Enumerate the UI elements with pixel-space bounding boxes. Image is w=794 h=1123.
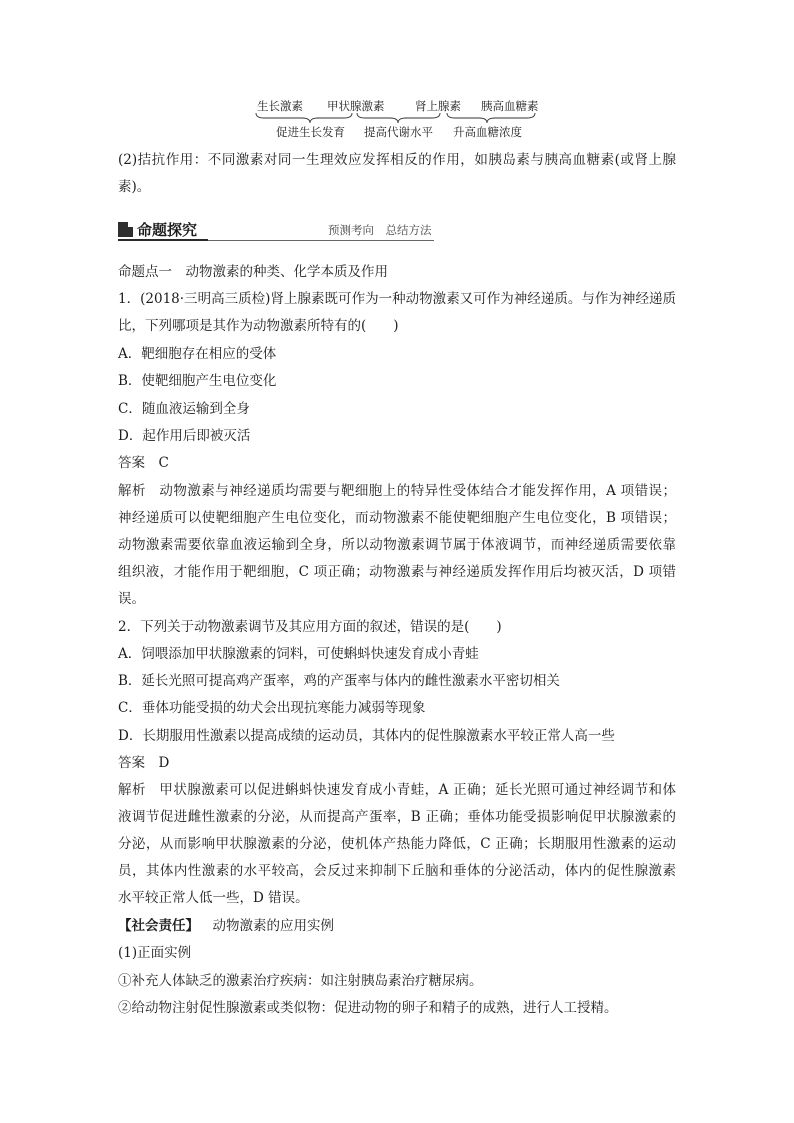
- section-subtitle: 预测考向 总结方法: [328, 223, 432, 237]
- answer: [118, 453, 169, 473]
- answer: [118, 753, 169, 773]
- brace: [447, 113, 535, 123]
- effect-label: 提高代谢水平: [364, 125, 433, 139]
- effect-label: 升高血糖浓度: [453, 125, 522, 139]
- social-line: ②给动物注射促性腺激素或类似物：促进动物的卵子和精子的成熟，进行人工授精。: [118, 1000, 618, 1016]
- answer-value: D: [158, 755, 170, 771]
- topic-label: 命题点一: [118, 264, 172, 280]
- analysis-line: 员，其体内性激素的水平较高，会反过来抑制下丘脑和垂体的分泌活动，体内的促性腺激素: [118, 863, 676, 879]
- analysis-line: [118, 481, 676, 501]
- analysis-line: 液调节促进雌性激素的分泌，从而提高产蛋率，B 正确；垂体功能受损影响促甲状腺激素的: [118, 809, 676, 825]
- option-b: B．使靶细胞产生电位变化: [118, 373, 277, 389]
- section-divider-accent: [118, 239, 208, 241]
- brace-group: [250, 112, 550, 125]
- option-d: D．长期服用性激素以提高成绩的运动员，其体内的促性腺激素水平较正常人高一些: [118, 728, 615, 744]
- social-label: 【社会责任】: [118, 918, 199, 934]
- social-line: ①补充人体缺乏的激素治疗疾病：如注射胰岛素治疗糖尿病。: [118, 973, 483, 989]
- social-heading: [118, 916, 334, 936]
- option-d: D．起作用后即被灭活: [118, 428, 251, 444]
- analysis-line: 分泌，从而影响甲状腺激素的分泌，使机体产热能力降低，C 正确；长期服用性激素的运动: [118, 836, 676, 852]
- answer-label: 答案: [118, 455, 145, 471]
- analysis-line: [118, 780, 676, 800]
- brace: [256, 113, 352, 123]
- paragraph-line: (2)拮抗作用：不同激素对同一生理效应发挥相反的作用，如胰岛素与胰高血糖素(或肾上腺: [118, 152, 676, 168]
- analysis-line: 神经递质可以使靶细胞产生电位变化，而动物激素不能使靶细胞产生电位变化，B 项错误；: [118, 510, 676, 526]
- option-c: C．垂体功能受损的幼犬会出现抗寒能力减弱等现象: [118, 700, 426, 716]
- social-title: 动物激素的应用实例: [212, 918, 334, 934]
- answer-label: 答案: [118, 755, 145, 771]
- social-line: (1)正面实例: [118, 945, 192, 961]
- option-c: C．随血液运输到全身: [118, 401, 250, 417]
- option-b: B．延长光照可提高鸡产蛋率，鸡的产蛋率与体内的雌性激素水平密切相关: [118, 673, 560, 689]
- option-a: A．饲喂添加甲状腺激素的饲料，可使蝌蚪快速发育成小青蛙: [118, 646, 479, 662]
- hormone-label: 生长激素: [257, 99, 303, 113]
- question-stem: 2．下列关于动物激素调节及其应用方面的叙述，错误的是( ): [118, 619, 502, 635]
- analysis-line: 水平较正常人低一些，D 错误。: [118, 890, 309, 906]
- paragraph-line: 素)。: [118, 179, 151, 195]
- hormone-label: 肾上腺素: [415, 99, 461, 113]
- analysis-line: 动物激素需要依靠血液运输到全身，所以动物激素调节属于体液调节，而神经递质需要依靠: [118, 537, 676, 553]
- analysis-text: 动物激素与神经递质均需要与靶细胞上的特异性受体结合才能发挥作用，A 项错误；: [159, 483, 676, 499]
- effect-label: 促进生长发育: [276, 125, 345, 139]
- question-stem: 比，下列哪项是其作为动物激素所特有的( ): [118, 318, 399, 334]
- analysis-line: 组织液，才能作用于靶细胞，C 项正确；动物激素与神经递质发挥作用后均被灭活，D 项错: [118, 564, 676, 580]
- question-stem: 1．(2018·三明高三质检)肾上腺素既可作为一种动物激素又可作为神经递质。与作为神经递质: [118, 291, 676, 307]
- topic-title: 动物激素的种类、化学本质及作用: [185, 264, 388, 280]
- analysis-line: 误。: [118, 591, 145, 607]
- answer-value: C: [158, 455, 169, 471]
- analysis-text: 甲状腺激素可以促进蝌蚪快速发育成小青蛙，A 正确；延长光照可通过神经调节和体: [159, 782, 676, 798]
- topic-heading: [118, 262, 388, 282]
- hormone-label: 胰高血糖素: [481, 99, 539, 113]
- section-title: 命题探究: [137, 221, 198, 239]
- option-a: A．靶细胞存在相应的受体: [118, 346, 277, 362]
- analysis-label: 解析: [118, 782, 146, 798]
- analysis-label: 解析: [118, 483, 146, 499]
- section-icon: [118, 222, 133, 237]
- brace: [357, 113, 440, 123]
- hormone-label: 甲状腺激素: [327, 99, 385, 113]
